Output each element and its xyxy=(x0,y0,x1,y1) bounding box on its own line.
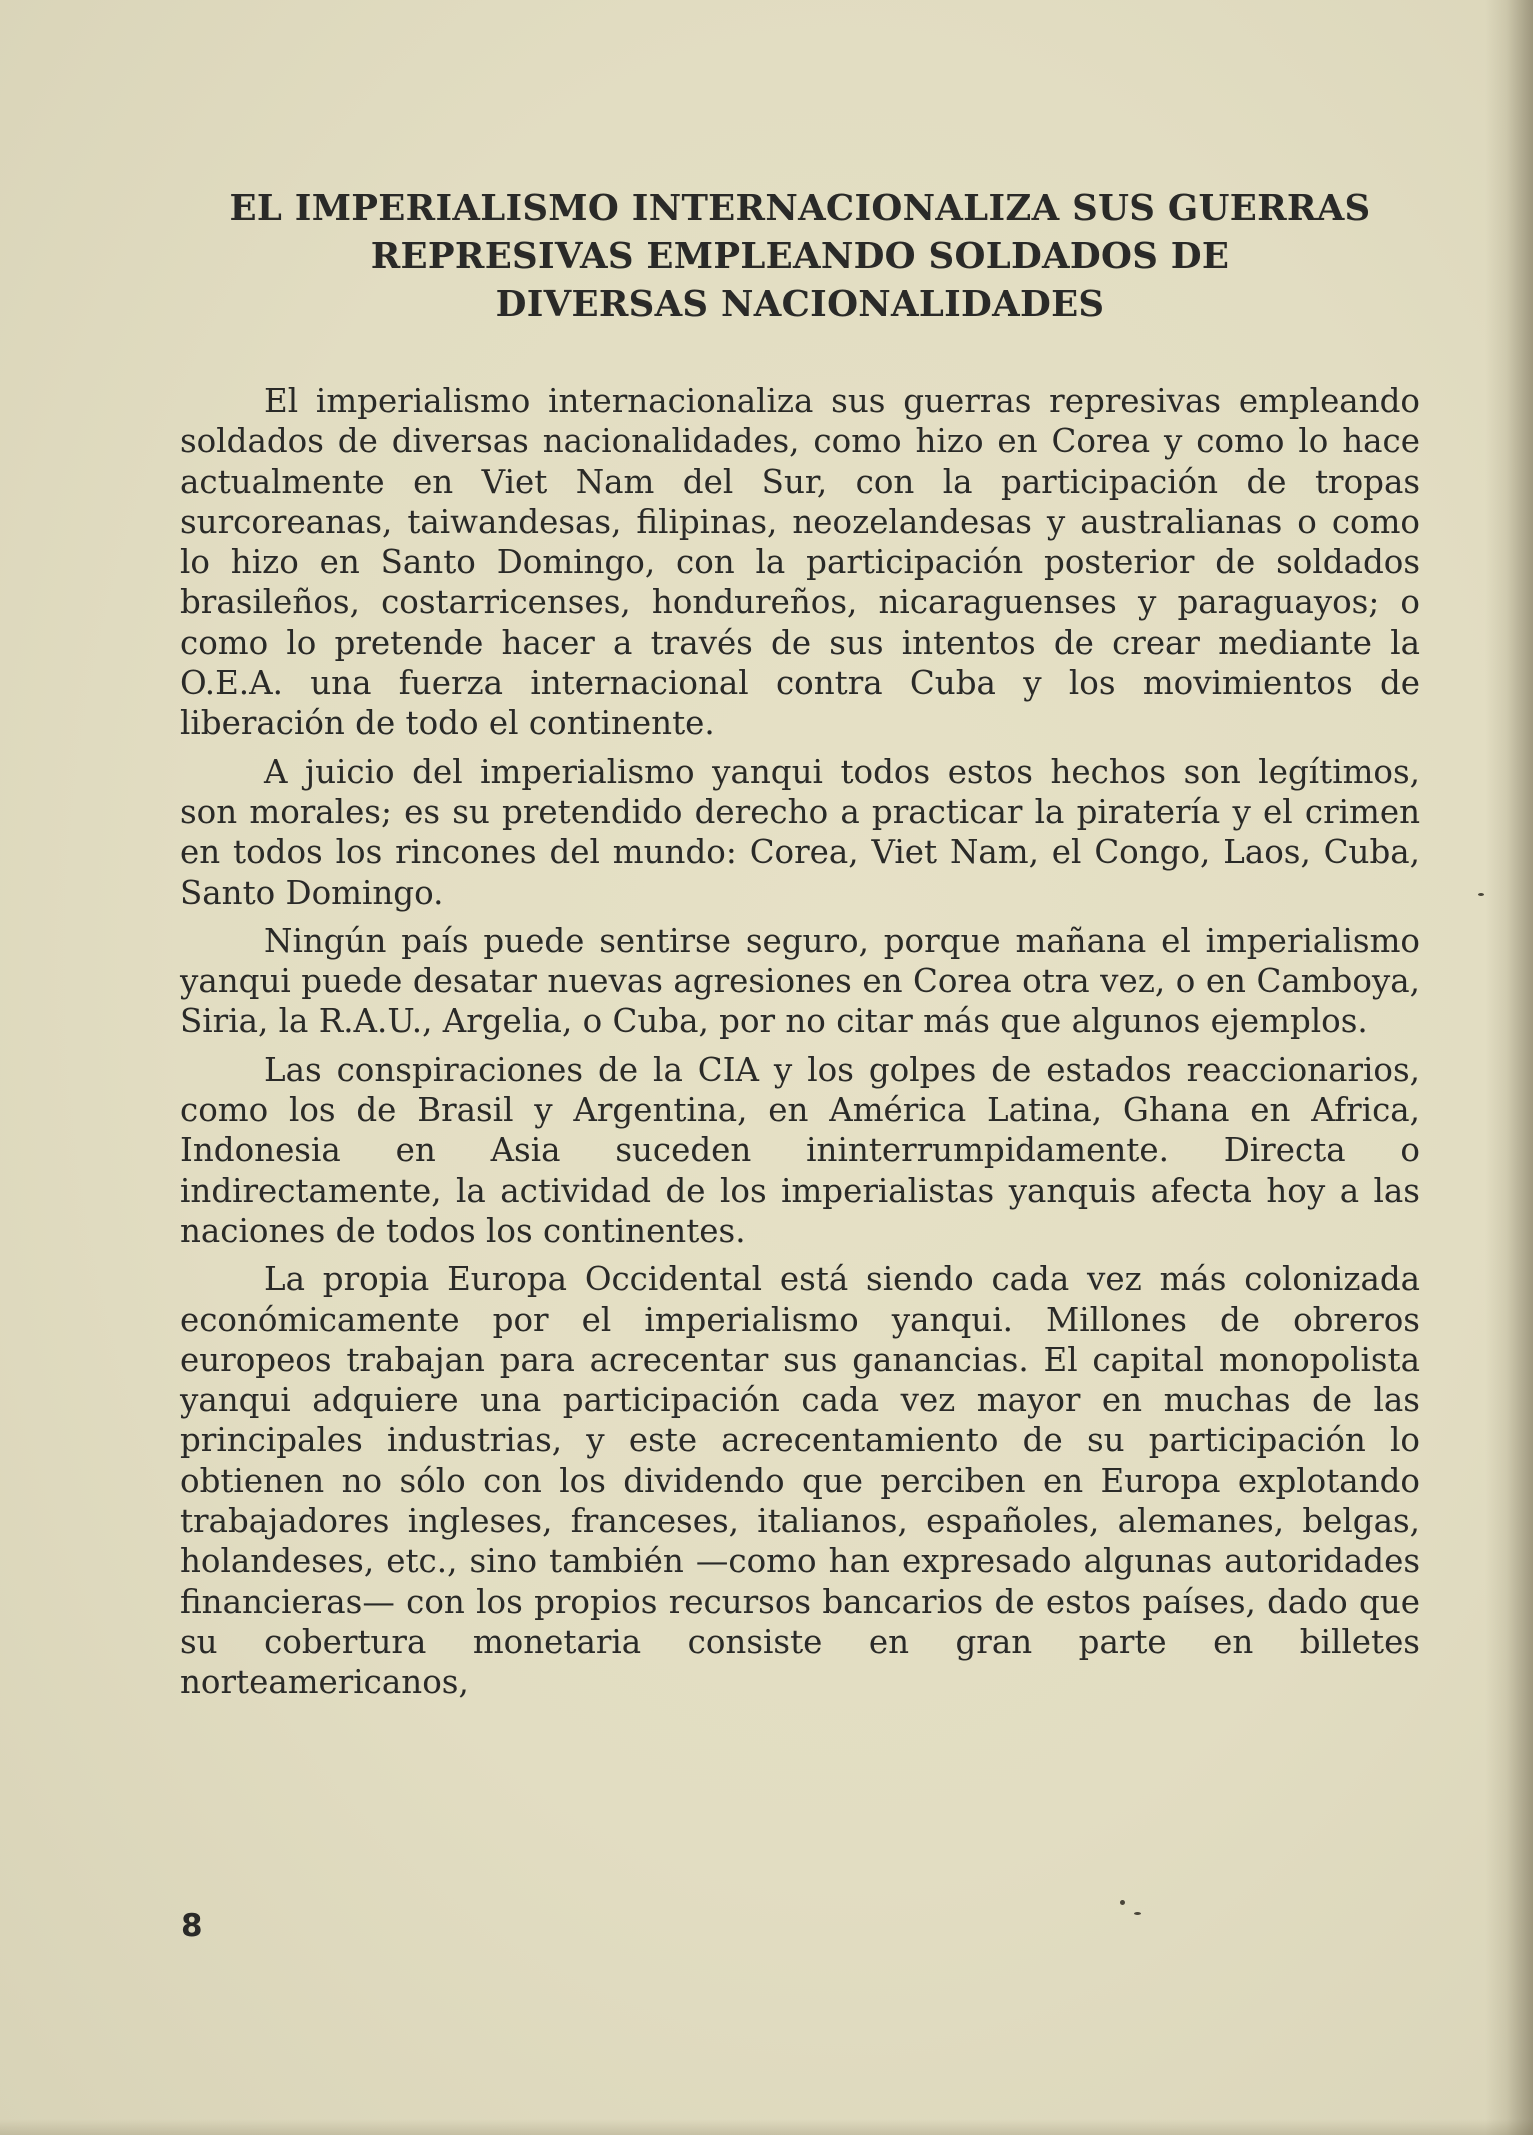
paragraph-1: El imperialismo internacionaliza sus guerras represivas empleando soldados de diversas nacionalidades, como hizo en Corea y como lo hace actualmente en Viet Nam del Sur, con la participación de tropas surcoreanas, taiwandesas, filipinas, neozelandesas y australianas o como lo hizo en Santo Domingo, con la participación posterior de soldados brasileños, costarricenses, hondureños, nicaraguenses y paraguayos; o como lo pretende hacer a través de sus intentos de crear mediante la O.E.A. una fuerza internacional contra Cuba y los movimientos de liberación de todo el continente. xyxy=(180,382,1420,743)
page-content xyxy=(180,185,1420,1711)
paragraph-5: La propia Europa Occidental está siendo cada vez más colonizada económicamente por el imperialismo yanqui. Millones de obreros europeos trabajan para acrecentar sus ganancias. El capital monopolista yanqui adquiere una participación cada vez mayor en muchas de las principales industrias, y este acrecentamiento de su participación lo obtienen no sólo con los dividendo que perciben en Europa explotando trabajadores ingleses, franceses, italianos, españoles, alemanes, belgas, holandeses, etc., sino también —como han expresado algunas autoridades financieras— con los propios recursos bancarios de estos países, dado que su cobertura monetaria consiste en gran parte en billetes norteamericanos, xyxy=(180,1260,1420,1702)
print-speck xyxy=(1134,1912,1141,1915)
chapter-title-line-2: REPRESIVAS EMPLEANDO SOLDADOS DE xyxy=(370,236,1230,277)
chapter-title-line-3: DIVERSAS NACIONALIDADES xyxy=(495,284,1105,325)
page-edge-shadow xyxy=(1485,0,1533,2135)
page-number: 8 xyxy=(181,1908,203,1944)
paragraph-2: A juicio del imperialismo yanqui todos estos hechos son legítimos, son morales; es su pretendido derecho a practicar la piratería y el crimen en todos los rincones del mundo: Corea, Viet Nam, el Congo, Laos, Cuba, Santo Domingo. xyxy=(180,752,1420,912)
paragraph-4: Las conspiraciones de la CIA y los golpes de estados reaccionarios, como los de Brasil y Argentina, en América Latina, Ghana en Africa, Indonesia en Asia suceden ininterrumpidamente. Directa o indirectamente, la actividad de los imperialistas yanquis afecta hoy a las naciones de todos los continentes. xyxy=(180,1050,1420,1250)
print-speck xyxy=(1478,893,1484,896)
body-text xyxy=(180,381,1420,1703)
print-speck xyxy=(1120,1900,1125,1905)
page-bottom-shadow xyxy=(0,2119,1533,2135)
chapter-title-line-1: EL IMPERIALISMO INTERNACIONALIZA SUS GUERRAS xyxy=(229,188,1371,229)
chapter-title xyxy=(180,185,1420,329)
paragraph-3: Ningún país puede sentirse seguro, porque mañana el imperialismo yanqui puede desatar nuevas agresiones en Corea otra vez, o en Camboya, Siria, la R.A.U., Argelia, o Cuba, por no citar más que algunos ejemplos. xyxy=(180,921,1420,1041)
